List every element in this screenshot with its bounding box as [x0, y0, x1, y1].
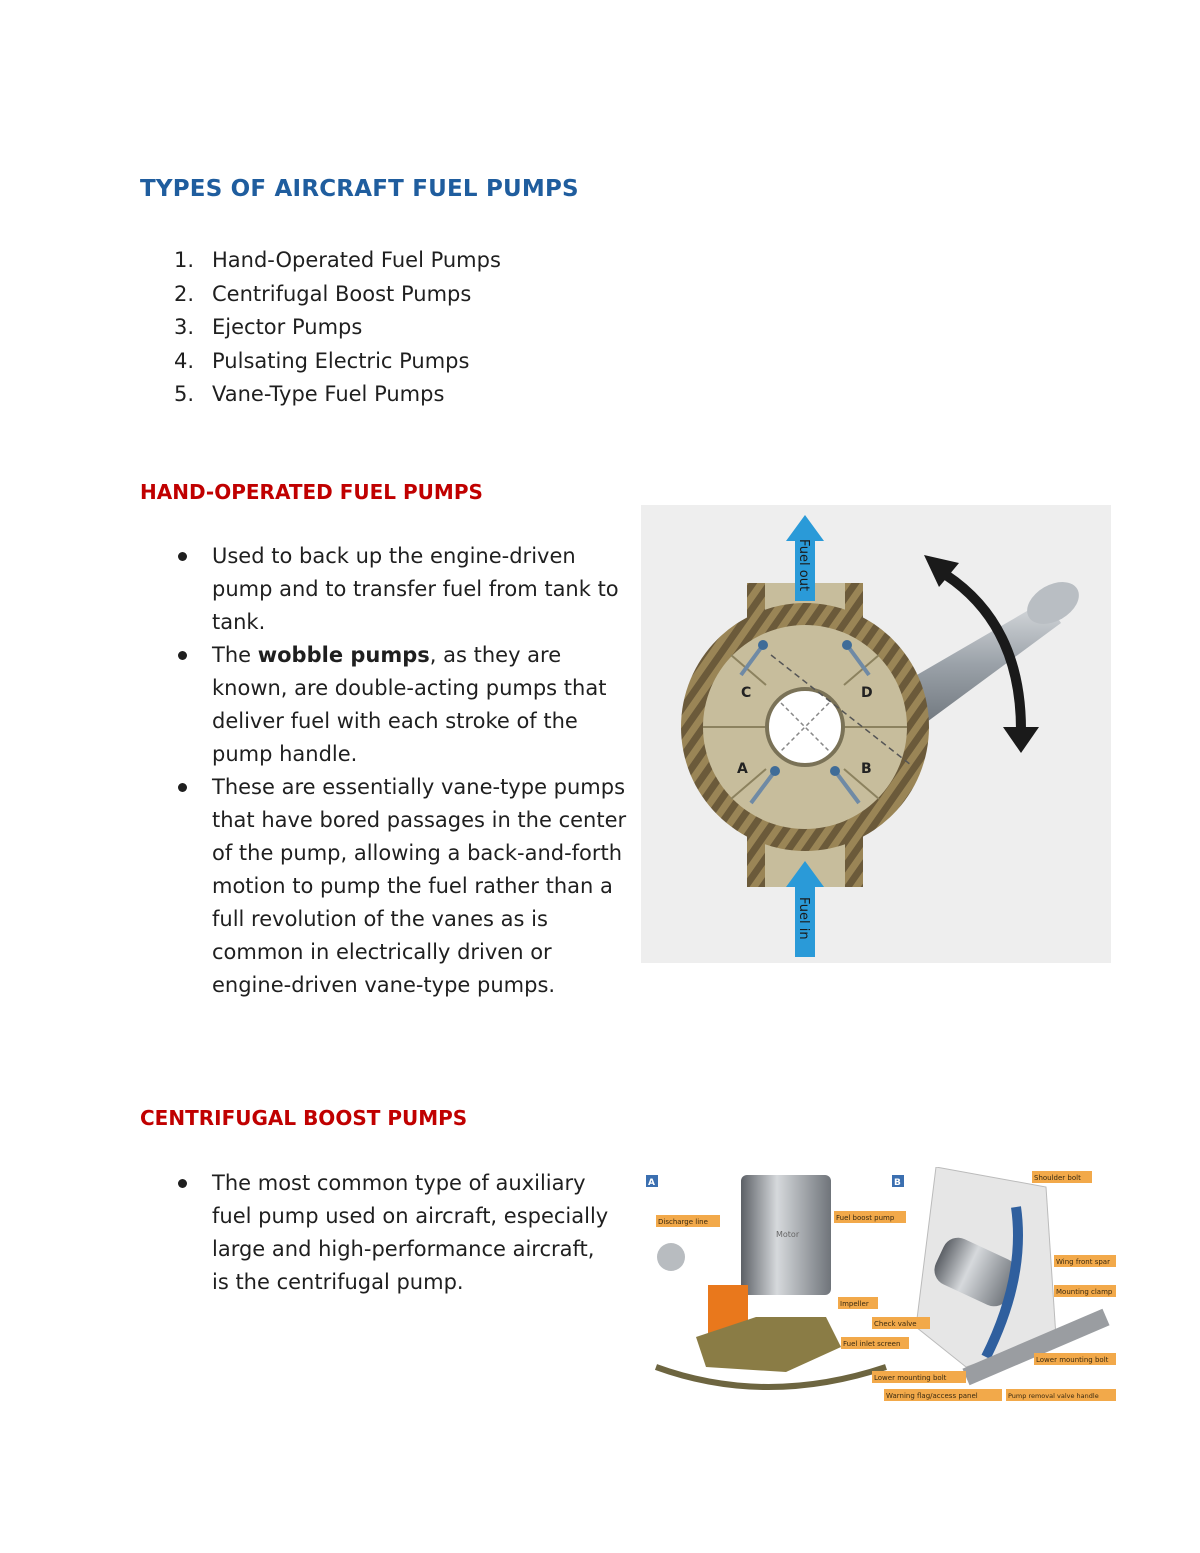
label-wing-front-spar: Wing front spar — [1056, 1258, 1110, 1266]
chamber-a-label: A — [737, 761, 748, 777]
pump-types-list — [140, 244, 501, 412]
label-discharge: Discharge line — [658, 1218, 708, 1226]
chamber-d-label: D — [861, 685, 873, 701]
list-item: 1. Hand-Operated Fuel Pumps — [174, 248, 501, 272]
label-check-valve: Check valve — [874, 1320, 917, 1328]
bullet-item: Used to back up the engine-driven pump and to transfer fuel from tank to tank. — [140, 540, 630, 639]
hand-operated-heading: HAND-OPERATED FUEL PUMPS — [140, 480, 483, 504]
list-item: 3. Ejector Pumps — [174, 315, 363, 339]
label-boost-pump: Fuel boost pump — [836, 1214, 895, 1222]
label-lower-mounting: Lower mounting bolt — [874, 1374, 947, 1382]
bullet-item: The wobble pumps, as they are known, are double-acting pumps that deliver fuel with each stroke of the pump handle. — [140, 639, 630, 771]
page-title: TYPES OF AIRCRAFT FUEL PUMPS — [140, 176, 579, 202]
fuel-in-label: Fuel in — [796, 897, 811, 940]
label-inlet-screen: Fuel inlet screen — [843, 1340, 901, 1348]
hand-operated-bullets — [140, 540, 630, 1002]
label-shoulder-bolt: Shoulder bolt — [1034, 1174, 1081, 1182]
label-impeller: Impeller — [840, 1300, 869, 1308]
panel-b-label: B — [894, 1178, 901, 1188]
motor-label: Motor — [776, 1230, 800, 1239]
fuel-out-label: Fuel out — [796, 539, 811, 592]
label-lower-mounting-right: Lower mounting bolt — [1036, 1356, 1109, 1364]
bullet-item: The most common type of auxiliary fuel pump used on aircraft, especially large and high-performance aircraft, is the centrifugal pump. — [140, 1167, 610, 1299]
wobble-pump-diagram — [641, 505, 1111, 963]
label-mounting-clamp: Mounting clamp — [1056, 1288, 1113, 1296]
chamber-c-label: C — [741, 685, 752, 701]
centrifugal-pump-diagram — [636, 1167, 1120, 1407]
centrifugal-heading: CENTRIFUGAL BOOST PUMPS — [140, 1106, 468, 1130]
panel-a-label: A — [648, 1178, 655, 1188]
list-item: 2. Centrifugal Boost Pumps — [174, 281, 472, 306]
centrifugal-bullets — [140, 1167, 610, 1299]
label-pump-removal: Pump removal valve handle — [1008, 1392, 1099, 1400]
label-warning-flag: Warning flag/access panel — [886, 1392, 978, 1400]
list-item: 4. Pulsating Electric Pumps — [174, 348, 470, 373]
bullet-item: These are essentially vane-type pumps that have bored passages in the center of the pump, allowing a back-and-forth motion to pump the fuel rather than a full revolution of the vanes as is common in electrically driven or engine-driven vane-type pumps. — [140, 771, 630, 1002]
chamber-b-label: B — [861, 761, 872, 777]
list-item: 5. Vane-Type Fuel Pumps — [174, 382, 445, 406]
